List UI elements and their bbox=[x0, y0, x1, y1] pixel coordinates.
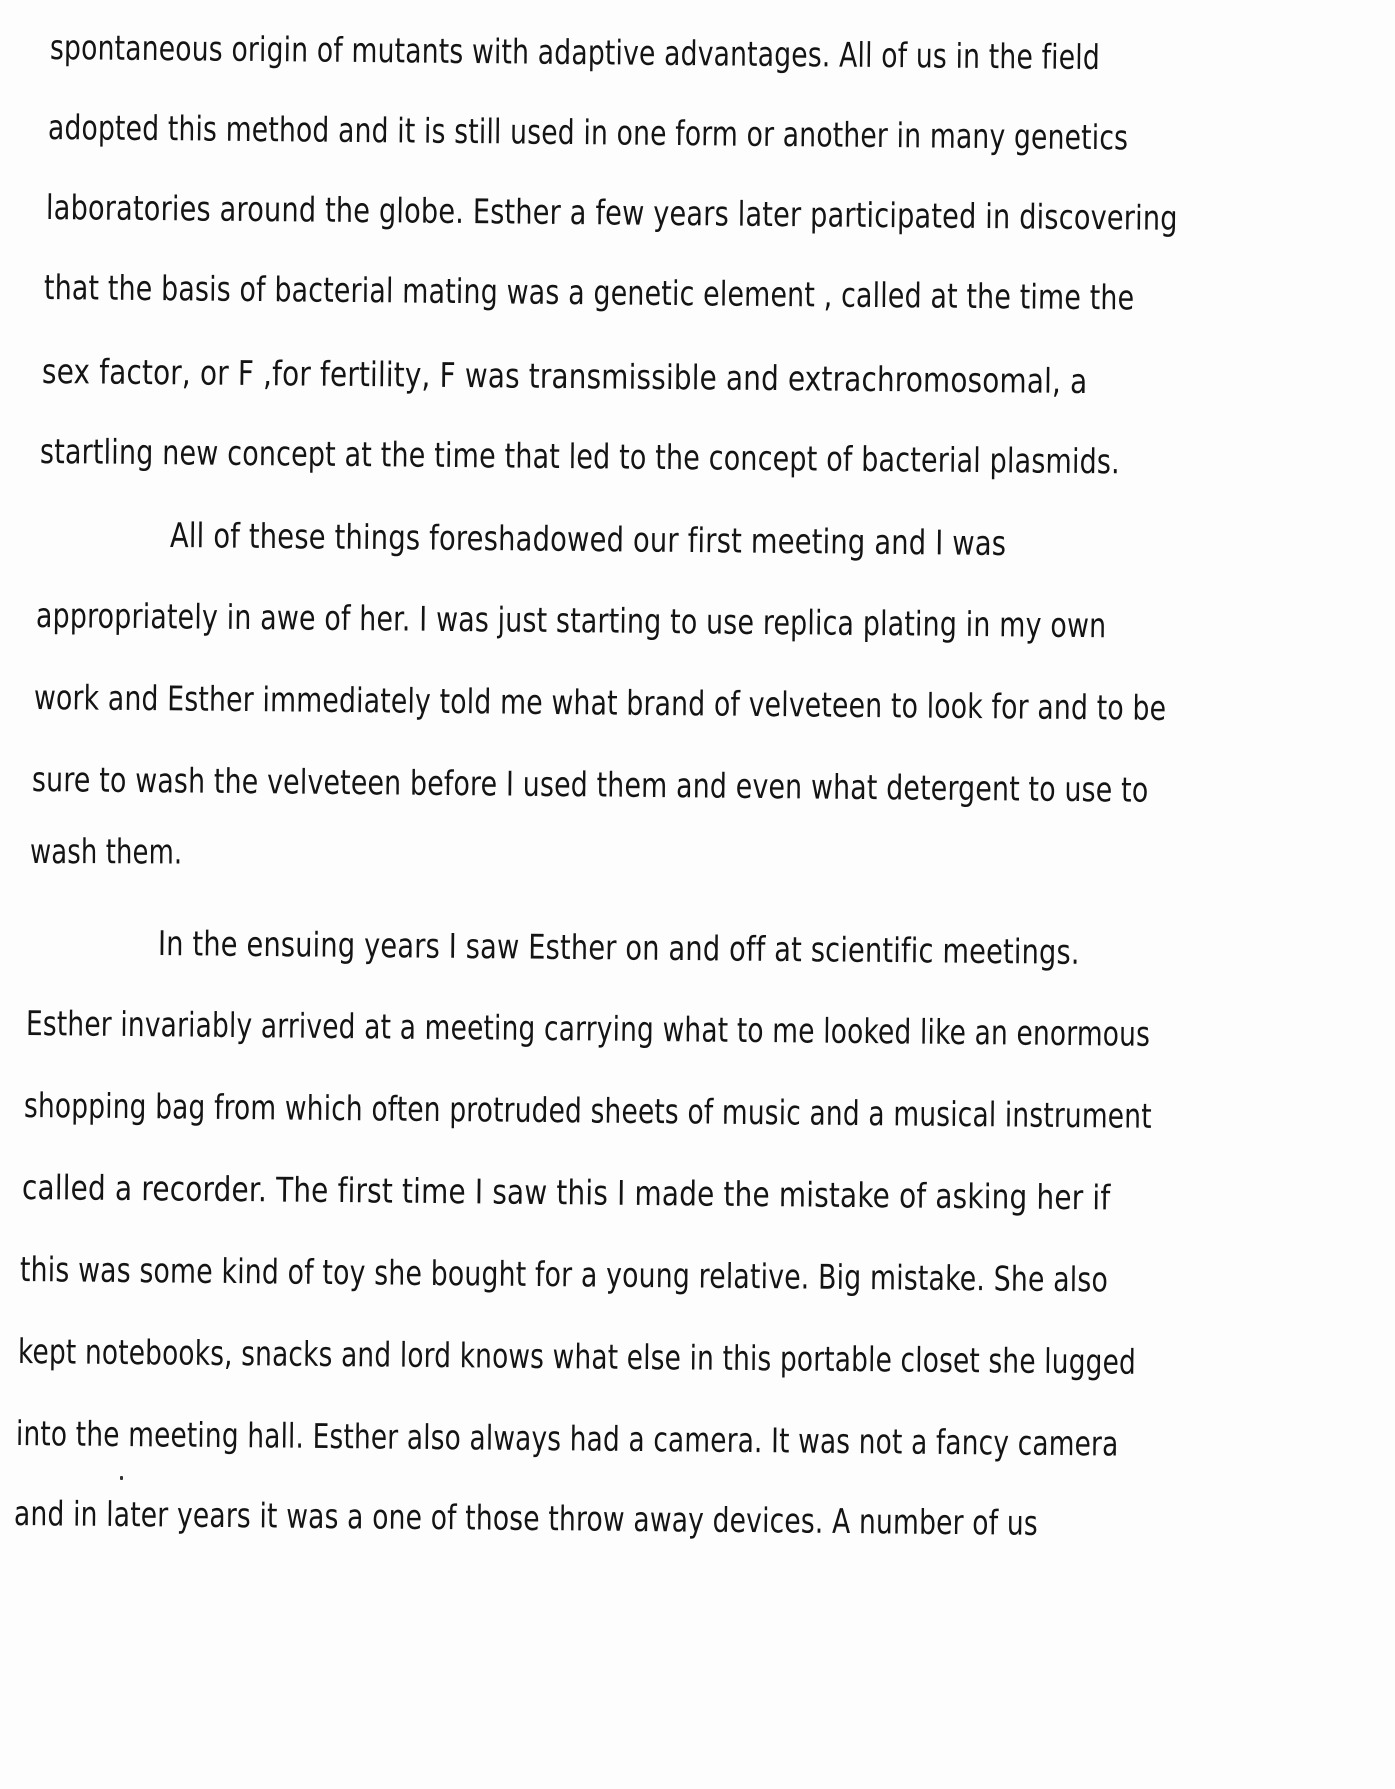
text-line: Esther invariably arrived at a meeting carrying what to me looked like an enormous bbox=[25, 1004, 1151, 1055]
text-line: kept notebooks, snacks and lord knows what else in this portable closet she lugged bbox=[17, 1332, 1137, 1383]
text-line: spontaneous origin of mutants with adaptive advantages. All of us in the field bbox=[49, 28, 1101, 79]
text-line: and in later years it was a one of those throw away devices. A number of us bbox=[13, 1494, 1039, 1544]
speck-mark bbox=[120, 1476, 123, 1480]
text-line: sure to wash the velveteen before I used them and even what detergent to use to bbox=[31, 760, 1149, 811]
text-line: this was some kind of toy she bought for a young relative. Big mistake. She also bbox=[19, 1250, 1109, 1301]
text-line: called a recorder. The first time I saw this I made the mistake of asking her if bbox=[21, 1168, 1111, 1219]
text-line: sex factor, or F ,for fertility, F was transmissible and extrachromosomal, a bbox=[41, 352, 1088, 403]
text-line: that the basis of bacterial mating was a genetic element , called at the time the bbox=[43, 268, 1135, 319]
text-line: appropriately in awe of her. I was just starting to use replica plating in my own bbox=[35, 596, 1107, 647]
text-line: startling new concept at the time that led to the concept of bacterial plasmids. bbox=[39, 432, 1121, 483]
text-line: laboratories around the globe. Esther a few years later participated in discovering bbox=[45, 188, 1178, 239]
text-line: shopping bag from which often protruded sheets of music and a musical instrument bbox=[23, 1086, 1152, 1137]
text-line: wash them. bbox=[29, 832, 183, 873]
text-line: All of these things foreshadowed our first meeting and I was bbox=[169, 516, 1007, 565]
text-line: In the ensuing years I saw Esther on and off at scientific meetings. bbox=[157, 924, 1080, 973]
text-line: adopted this method and it is still used in one form or another in many genetics bbox=[47, 108, 1129, 159]
text-line: into the meeting hall. Esther also always had a camera. It was not a fancy camera bbox=[15, 1414, 1119, 1465]
text-line: work and Esther immediately told me what brand of velveteen to look for and to be bbox=[33, 678, 1167, 729]
